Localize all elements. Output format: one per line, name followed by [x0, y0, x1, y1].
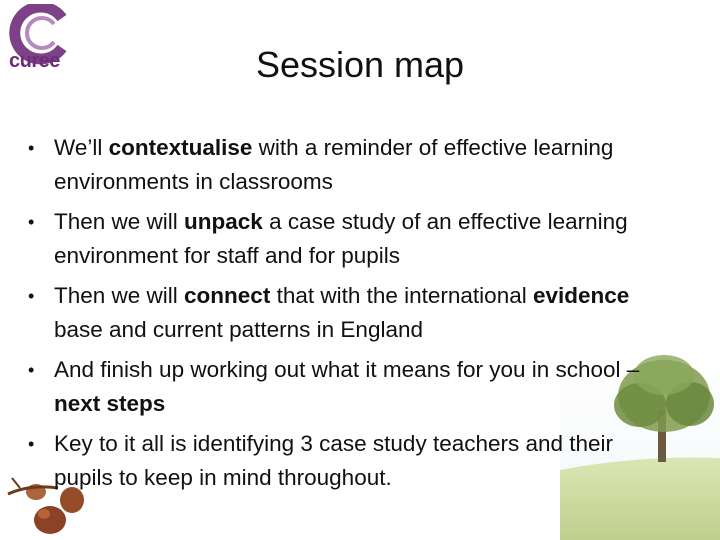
bullet-list — [28, 131, 648, 495]
bullet-emphasis: connect — [184, 283, 271, 308]
bullet-emphasis: contextualise — [108, 135, 253, 160]
slide-title: Session map — [255, 44, 465, 85]
bullet-text: that with the international — [270, 283, 533, 308]
bullet-dot-icon: • — [28, 138, 35, 158]
bullet-text: Then we will — [54, 209, 185, 234]
bullet-emphasis: next steps — [54, 391, 166, 416]
bullet-dot-icon: • — [28, 286, 35, 306]
bullet-dot-icon: • — [28, 360, 35, 380]
bullet-item — [28, 427, 648, 495]
bullet-text: a case study of an effective learning environment for staff and for pupils — [54, 209, 628, 268]
bullet-item — [28, 353, 648, 421]
bullet-dot-icon: • — [28, 434, 35, 454]
bullet-item — [28, 205, 648, 273]
bullet-text: with a reminder of effective learning environments in classrooms — [54, 135, 614, 194]
logo-wordmark: curee — [9, 50, 60, 72]
bullet-text: Then we will — [54, 283, 185, 308]
slide-content — [28, 131, 648, 501]
bullet-item — [28, 279, 648, 347]
bullet-emphasis: evidence — [532, 283, 630, 308]
bullet-text: And finish up working out what it means for you in school – — [54, 357, 640, 382]
bullet-text: Key to it all is identifying 3 case study teachers and their pupils to keep in mind throughout. — [54, 431, 614, 490]
bullet-text: base and current patterns in England — [54, 317, 423, 342]
bullet-text: We’ll — [54, 135, 109, 160]
bullet-item — [28, 131, 648, 199]
bullet-dot-icon: • — [28, 212, 35, 232]
bullet-emphasis: unpack — [184, 209, 263, 234]
